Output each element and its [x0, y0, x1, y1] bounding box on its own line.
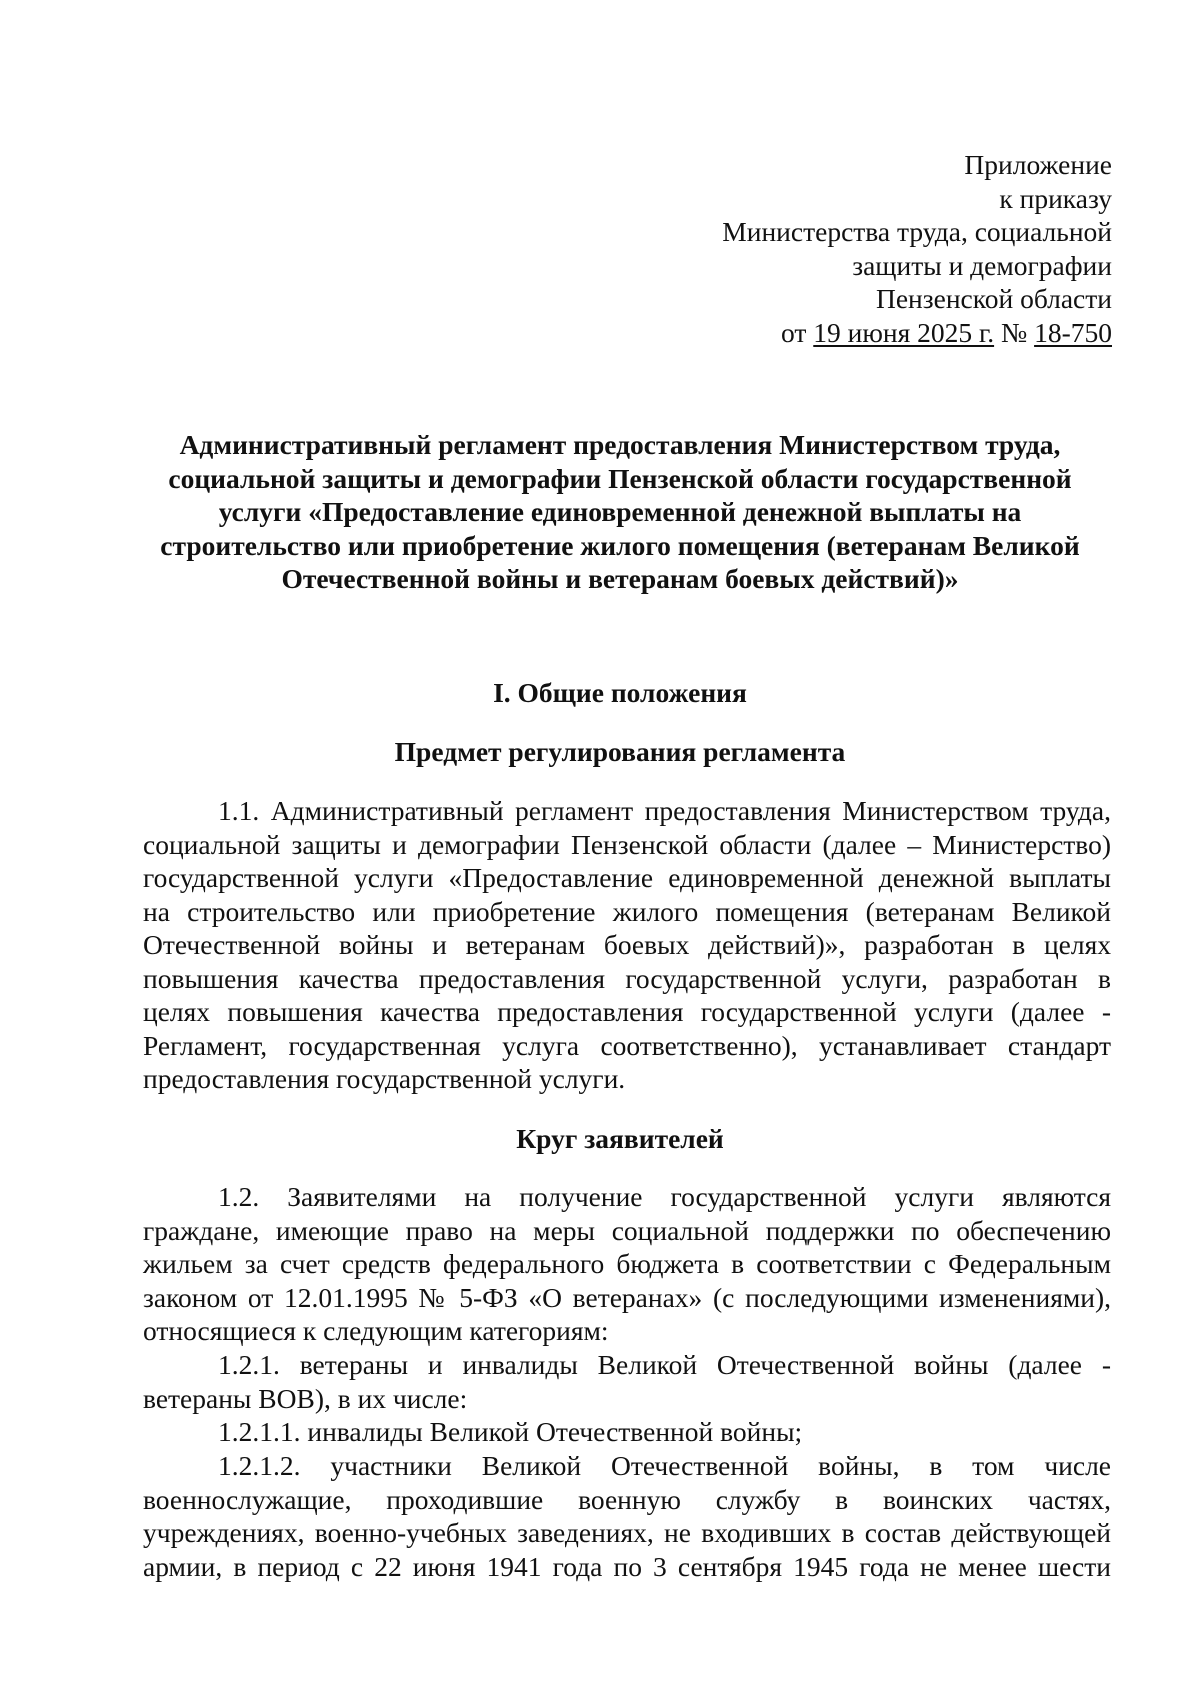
appendix-line: защиты и демографии — [852, 249, 1112, 281]
subsection-heading: Круг заявителей — [516, 1123, 724, 1154]
appendix-block — [722, 148, 1112, 349]
appendix-line: к приказу — [999, 182, 1112, 214]
paragraph-1-2-1-1 — [143, 1415, 1111, 1449]
title-line: услуги «Предоставление единовременной денежной выплаты на — [218, 496, 1022, 527]
document-title — [140, 428, 1100, 596]
order-date-line — [722, 316, 1112, 350]
paragraph-line: 1.2.1.1. инвалиды Великой Отечественной войны; — [218, 1416, 803, 1447]
appendix-line: Пензенской области — [875, 283, 1112, 314]
paragraph-line: Регламент, государственная услуга соответственно), устанавливает стандарт — [143, 1029, 1111, 1061]
paragraph-1-2-1 — [143, 1348, 1111, 1415]
paragraph-line: 1.2.1.2. участники Великой Отечественной войны, в том числе — [218, 1450, 1111, 1481]
paragraph-line: относящиеся к следующим категориям: — [143, 1315, 609, 1346]
paragraph-line: законом от 12.01.1995 № 5-ФЗ «О ветеранах» (с последующими изменениями), — [143, 1281, 1111, 1313]
order-date: 19 июня 2025 г. — [813, 316, 995, 348]
date-prefix: от — [780, 316, 814, 348]
paragraph-line: 1.2.1. ветераны и инвалиды Великой Отечественной войны (далее - — [218, 1349, 1111, 1380]
title-line: строительство или приобретение жилого помещения (ветеранам Великой — [160, 529, 1080, 561]
paragraph-1-2 — [143, 1180, 1111, 1348]
section-heading: I. Общие положения — [493, 677, 747, 708]
paragraph-line: государственной услуги «Предоставление единовременной денежной выплаты — [143, 862, 1111, 893]
order-number: 18-750 — [1034, 316, 1112, 348]
appendix-line: Министерства труда, социальной — [722, 216, 1112, 247]
title-line: Административный регламент предоставления Министерством труда, — [179, 429, 1061, 460]
paragraph-line: учреждениях, военно-учебных заведениях, не входивших в состав действующей — [143, 1517, 1111, 1548]
paragraph-line: на строительство или приобретение жилого помещения (ветеранам Великой — [143, 895, 1111, 927]
number-prefix: № — [994, 316, 1035, 348]
paragraph-line: военнослужащие, проходившие военную службу в воинских частях, — [143, 1483, 1111, 1515]
title-line: социальной защиты и демографии Пензенской области государственной — [168, 462, 1072, 494]
paragraph-line: ветераны ВОВ), в их числе: — [143, 1382, 468, 1414]
paragraph-1-1 — [143, 794, 1111, 1096]
paragraph-line: социальной защиты и демографии Пензенской области (далее – Министерство) — [143, 828, 1111, 860]
paragraph-line: целях повышения качества предоставления государственной услуги (далее - — [143, 996, 1111, 1027]
paragraph-line: жильем за счет средств федерального бюджета в соответствии с Федеральным — [143, 1248, 1111, 1279]
title-line: Отечественной войны и ветеранам боевых действий)» — [281, 563, 959, 594]
paragraph-line: предоставления государственной услуги. — [143, 1063, 626, 1094]
subsection-heading: Предмет регулирования регламента — [394, 736, 846, 767]
paragraph-line: 1.1. Административный регламент предоставления Министерством труда, — [218, 795, 1111, 826]
appendix-line: Приложение — [964, 149, 1112, 180]
paragraph-line: 1.2. Заявителями на получение государственной услуги являются — [218, 1181, 1111, 1212]
paragraph-line: армии, в период с 22 июня 1941 года по 3 сентября 1945 года не менее шести — [143, 1550, 1111, 1582]
paragraph-line: Отечественной войны и ветеранам боевых действий)», разработан в целях — [143, 929, 1111, 960]
paragraph-1-2-1-2 — [143, 1449, 1111, 1583]
paragraph-line: повышения качества предоставления государственной услуги, разработан в — [143, 962, 1111, 994]
paragraph-line: граждане, имеющие право на меры социальной поддержки по обеспечению — [143, 1214, 1111, 1246]
